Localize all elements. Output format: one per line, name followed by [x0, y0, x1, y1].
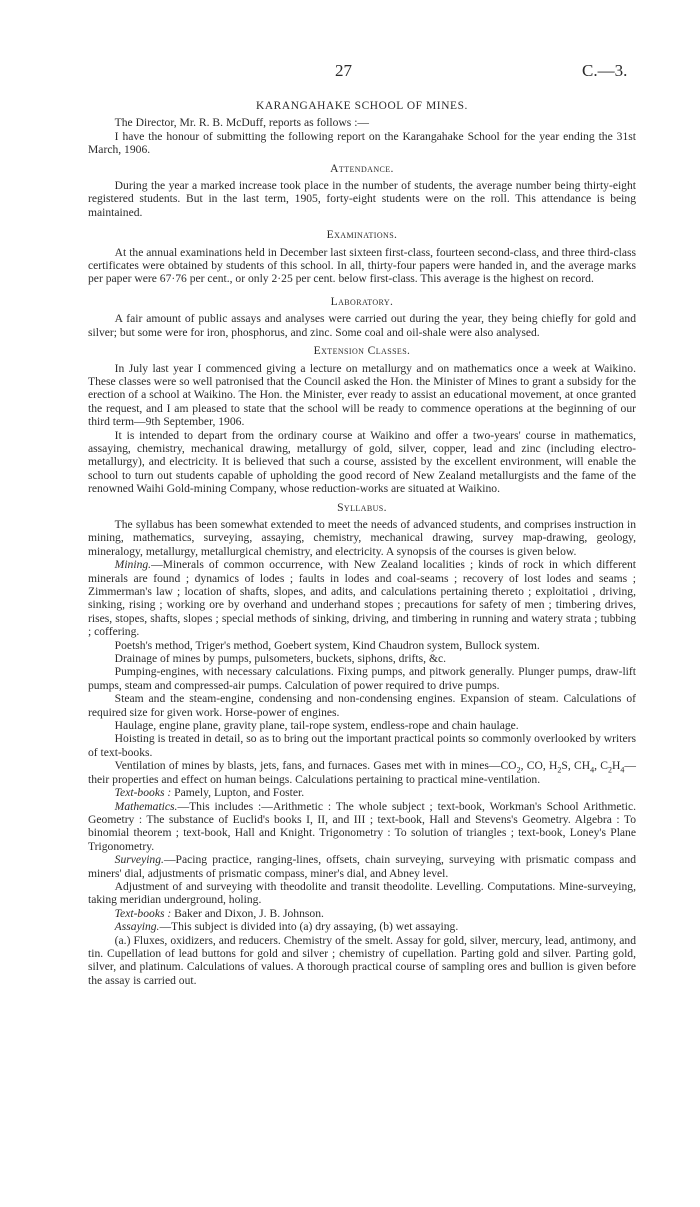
subscript: 2 [557, 765, 562, 775]
mathematics-paragraph [88, 800, 636, 854]
mining-text: —Minerals of common occurrence, with New Zealand localities ; kinds of rock in which different minerals are found ; dynamics of lodes ; faults in lodes and coal-seams ; recovery of lost lodes and seams ; Zimmerman's law ; location of shafts, slopes, and adits, and calculations pertaining thereto ; exploitatioi , driving, sinking, rising ; working ore by overhand and underhand stopes ; precautions for safety of men ; timbering drives, rises, stopes, shafts, slopes ; special methods of sinking, driving, and timbering in running and watery strata ; tubbing ; coffering. [88, 558, 636, 639]
mining-paragraph: Haulage, engine plane, gravity plane, tail-rope system, endless-rope and chain haulage. [114, 719, 519, 733]
textbooks-label: Text-books : [114, 786, 172, 800]
mining-paragraph: Poetsh's method, Triger's method, Goebert system, Kind Chaudron system, Bullock system. [114, 638, 540, 652]
assaying-paragraph: (a.) Fluxes, oxidizers, and reducers. Chemistry of the smelt. Assay for gold, silver, mercury, lead, antimony, and tin. Cupellation of lead buttons for gold and silver ; chemistry of cupellation. Parting gold and silver. Parting gold, silver, and platinum. Calculations of values. A thorough practical course of sampling ores and bullion is given before the assay is carried out. [88, 933, 636, 987]
syllabus-intro: The syllabus has been somewhat extended to meet the needs of advanced students, and comprises instruction in mining, mathematics, surveying, assaying, chemistry, mechanical drawing, survey map-drawing, geology, mineralogy, metallurgy, metallurgical chemistry, and electricity. A synopsis of the courses is given below. [88, 517, 636, 558]
examinations-paragraph: At the annual examinations held in December last sixteen first-class, fourteen second-class, and three third-class certificates were obtained by students of this school. In all, thirty-four papers were handed in, and the average marks per paper were 67·76 per cent., or only 2·25 per cent. below first-class. This average is the highest on record. [88, 245, 636, 286]
section-heading-attendance: Attendance. [330, 161, 394, 175]
mining-paragraph: Pumping-engines, with necessary calculations. Fixing pumps, and pitwork generally. Plunger pumps, draw-lift pumps, steam and compressed-air pumps. Calculation of power required to drive pumps. [88, 665, 636, 692]
textbooks-paragraph [88, 786, 636, 799]
subscript: 4 [590, 765, 595, 775]
surveying-text: —Pacing practice, ranging-lines, offsets, chain surveying, surveying with prismatic compass and miners' dial, adjustments of prismatic compass, miner's dial, and Abney level. [88, 853, 636, 880]
mining-paragraph: Steam and the steam-engine, condensing and non-condensing engines. Expansion of steam. Calculations of required size for given work. Horse-power of engines. [88, 692, 636, 719]
ventilation-text: , C [594, 759, 609, 773]
attendance-paragraph: During the year a marked increase took place in the number of students, the average number being thirty-eight registered students. But in the last term, 1905, forty-eight students were on the roll. This attendance is being maintained. [88, 179, 636, 219]
assaying-label: Assaying. [114, 920, 160, 934]
ventilation-text: Ventilation of mines by blasts, jets, fans, and furnaces. Gases met with in mines—CO [114, 759, 517, 773]
surveying-label: Surveying. [114, 853, 164, 867]
laboratory-paragraph: A fair amount of public assays and analyses were carried out during the year, they being chiefly for gold and silver; but some were for iron, phosphorus, and zinc. Some coal and oil-shale were also analysed. [88, 312, 636, 339]
textbooks-label: Text-books : [114, 906, 172, 920]
ventilation-text: H [612, 759, 621, 773]
ventilation-text: , CO, H [520, 759, 558, 773]
extension-paragraph: It is intended to depart from the ordinary course at Waikino and offer a two-years' course in mathematics, assaying, chemistry, mechanical drawing, metallurgy of gold, silver, copper, lead and zinc (including electro-metallurgy), and electricity. It is believed that such a course, assisted by the excellent environment, will enable the school to turn out students capable of upholding the good record of New Zealand metallurgists and the fame of the renowned Waihi Gold-mining Company, whose reduction-works are situated at Waikino. [88, 428, 636, 496]
page-reference: C.—3. [582, 61, 628, 80]
mathematics-text: —This includes :—Arithmetic : The whole subject ; text-book, Workman's School Arithmetic. Geometry : The substance of Euclid's books I, II, and III ; text-book, Hall and Stevens's Geometry. Algebra : To binomial theorem ; text-book, Hall and Knight. Trigonometry : To solution of triangles ; text-book, Loney's Plane Trigonometry. [88, 799, 636, 853]
section-heading-examinations: Examinations. [326, 228, 398, 242]
textbooks-text: Baker and Dixon, J. B. Johnson. [171, 906, 324, 920]
document-title: KARANGAHAKE SCHOOL OF MINES. [256, 100, 468, 112]
page-number: 27 [335, 61, 352, 80]
intro-line: The Director, Mr. R. B. McDuff, reports as follows :— [114, 116, 370, 130]
mining-paragraph: Drainage of mines by pumps, pulsometers, buckets, siphons, drifts, &c. [114, 652, 447, 666]
surveying-paragraph: Adjustment of and surveying with theodolite and transit theodolite. Levelling. Computations. Mine-surveying, taking meridian underground, holing. [88, 879, 636, 907]
section-heading-syllabus: Syllabus. [337, 500, 387, 514]
subscript: 2 [608, 765, 613, 775]
section-heading-laboratory: Laboratory. [330, 294, 394, 308]
section-heading-extension: Extension Classes. [313, 344, 411, 358]
extension-paragraph: In July last year I commenced giving a lecture on metallurgy and on mathematics once a week at Waikino. These classes were so well patronised that the Council asked the Hon. the Minister of Mines to grant a subsidy for the erection of a school at Waikino. The Hon. the Minister, ever ready to assist an educational movement, at once granted the request, and I am pleased to state that the school will be ready to commence operations at the beginning of our third term—9th September, 1906. [88, 361, 636, 429]
textbooks-text: Pamely, Lupton, and Foster. [171, 786, 305, 800]
assaying-text: —This subject is divided into (a) dry assaying, (b) wet assaying. [159, 920, 459, 934]
ventilation-text: —their properties and effect on human beings. Calculations pertaining to practical mine-ventilation. [88, 759, 636, 786]
subscript: 2 [516, 765, 521, 775]
intro-paragraph: I have the honour of submitting the following report on the Karangahake School for the year ending the 31st March, 1906. [88, 129, 636, 157]
mathematics-label: Mathematics. [114, 799, 178, 813]
mining-label: Mining. [114, 558, 152, 572]
mining-paragraph: Hoisting is treated in detail, so as to bring out the important practical points so commonly overlooked by writers of text-books. [88, 732, 636, 759]
document-body [88, 100, 636, 987]
ventilation-paragraph [88, 759, 636, 786]
subscript: 4 [620, 765, 625, 775]
assaying-paragraph [88, 920, 636, 933]
ventilation-text: S, CH [561, 759, 591, 773]
textbooks-paragraph [88, 907, 636, 920]
surveying-paragraph [88, 853, 636, 880]
mining-paragraph [88, 558, 636, 638]
